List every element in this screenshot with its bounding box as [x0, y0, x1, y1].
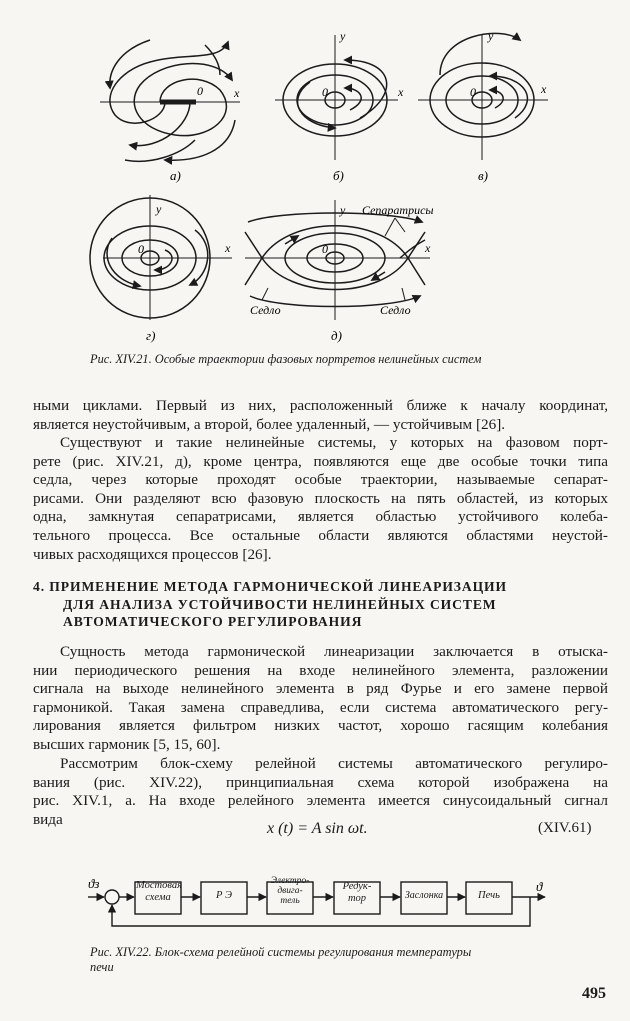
panel-b-portrait	[275, 35, 398, 160]
figure1-caption: Рис. XIV.21. Особые траектории фазовых портретов нелинейных систем	[90, 352, 482, 366]
text-line: рис. XIV.1, а. На входе релейного элемента имеется синусоидальный сигнал	[33, 792, 608, 810]
text-line: Сущность метода гармонической линеаризации заключается в отыска-	[60, 643, 608, 660]
paragraph-1	[33, 397, 608, 434]
saddle-left-label: Седло	[250, 303, 281, 317]
output-signal-label: ϑ	[536, 879, 543, 894]
input-signal-label: ϑз	[88, 876, 100, 891]
text-line: рисами. Они разделяют всю фазовую плоскость на пять областей, из которых	[33, 489, 608, 507]
text-line: высших гармоник [5, 15, 60].	[33, 735, 221, 753]
heading-line: АВТОМАТИЧЕСКОГО РЕГУЛИРОВАНИЯ	[63, 614, 363, 629]
figure-phase-portraits	[0, 0, 630, 350]
panel-b-x-label: x	[398, 85, 404, 99]
block-reducer: Редук-тор	[342, 881, 372, 904]
text-line: нии периодического решения на входе нелинейного элемента, разложении	[33, 661, 608, 679]
text-line: рете (рис. XIV.21, д), кроме центра, появляются еще две особые точки типа	[33, 452, 608, 470]
panel-a-portrait	[100, 40, 240, 161]
panel-g-label: г)	[146, 328, 156, 343]
panel-d-label: д)	[331, 328, 342, 343]
panel-v-label: в)	[478, 168, 488, 183]
panel-g-origin: 0	[138, 242, 144, 256]
text-line: чивых расходящихся процессов [26].	[33, 545, 272, 563]
saddle-right-label: Седло	[380, 303, 411, 317]
text-line: вания (рис. XIV.22), принципиальная схема которой изображена на	[33, 773, 608, 791]
block-relay: Р Э	[216, 890, 232, 901]
panel-b-y-label: y	[340, 29, 346, 43]
text-line: ными циклами. Первый из них, расположенный ближе к началу координат,	[33, 397, 608, 414]
text-line: седла, через которые проходят особые траектории, называемые сепарат-	[33, 471, 608, 489]
text-line: тельного процесса. Все остальные области являются областями неустой-	[33, 526, 608, 544]
panel-v-y-label: y	[488, 29, 494, 43]
separatrix-label: Сепаратрисы	[362, 203, 434, 217]
equation: x (t) = A sin ωt.	[267, 820, 368, 837]
panel-a-label: а)	[170, 168, 181, 183]
panel-g-y-label: y	[156, 202, 162, 216]
panel-d-x-label: x	[425, 241, 431, 255]
text-line: сигнала на выходе нелинейного элемента в ряд Фурье и его замене первой	[33, 680, 608, 698]
figure2-caption	[90, 945, 471, 975]
block-bridge: Мостовая схема	[136, 880, 182, 903]
text-line: вида	[33, 810, 63, 828]
panel-d-y-label: y	[340, 203, 346, 217]
text-line: одна, замкнутая сепаратрисами, является областью устойчивого колеба-	[33, 508, 608, 526]
panel-g-x-label: x	[225, 241, 231, 255]
text-line: Существуют и такие нелинейные системы, у которых на фазовом порт-	[60, 434, 608, 451]
panel-v-portrait	[418, 33, 548, 160]
text-line: является неустойчивым, а второй, более удаленный, — устойчивым [26].	[33, 415, 506, 433]
heading-line: ДЛЯ АНАЛИЗА УСТОЙЧИВОСТИ НЕЛИНЕЙНЫХ СИСТЕМ	[63, 596, 497, 612]
page-number: 495	[582, 985, 606, 1002]
text-line: Рассмотрим блок-схему релейной системы автоматического регулиро-	[60, 755, 608, 772]
panel-d-portrait	[245, 200, 430, 320]
paragraph-3	[33, 643, 608, 755]
caption-line: Рис. XIV.22. Блок-схема релейной системы регулирования температуры	[90, 945, 472, 959]
text-line: гармоникой. Такая замена справедлива, если система автоматического регу-	[33, 698, 608, 716]
panel-v-x-label: x	[541, 82, 547, 96]
paragraph-4	[33, 755, 608, 829]
section-heading	[33, 578, 507, 631]
block-furnace: Печь	[478, 890, 500, 901]
block-motor: Электро-двига-тель	[270, 876, 310, 906]
panel-v-origin: 0	[470, 85, 476, 99]
figure-block-diagram	[0, 860, 630, 940]
caption-line: печи	[90, 960, 114, 974]
panel-a-x-label: x	[234, 86, 240, 100]
panel-b-label: б)	[333, 168, 344, 183]
panel-a-origin: 0	[197, 84, 203, 98]
block-damper: Заслонка	[404, 890, 444, 901]
heading-line: 4. ПРИМЕНЕНИЕ МЕТОДА ГАРМОНИЧЕСКОЙ ЛИНЕАРИЗАЦИИ	[33, 579, 507, 594]
panel-b-origin: 0	[322, 85, 328, 99]
panel-d-origin: 0	[322, 242, 328, 256]
text-line: лирования является фильтром низких частот, хорошо гасящим колебания	[33, 717, 608, 735]
paragraph-2	[33, 434, 608, 564]
equation-number: (XIV.61)	[538, 820, 592, 836]
